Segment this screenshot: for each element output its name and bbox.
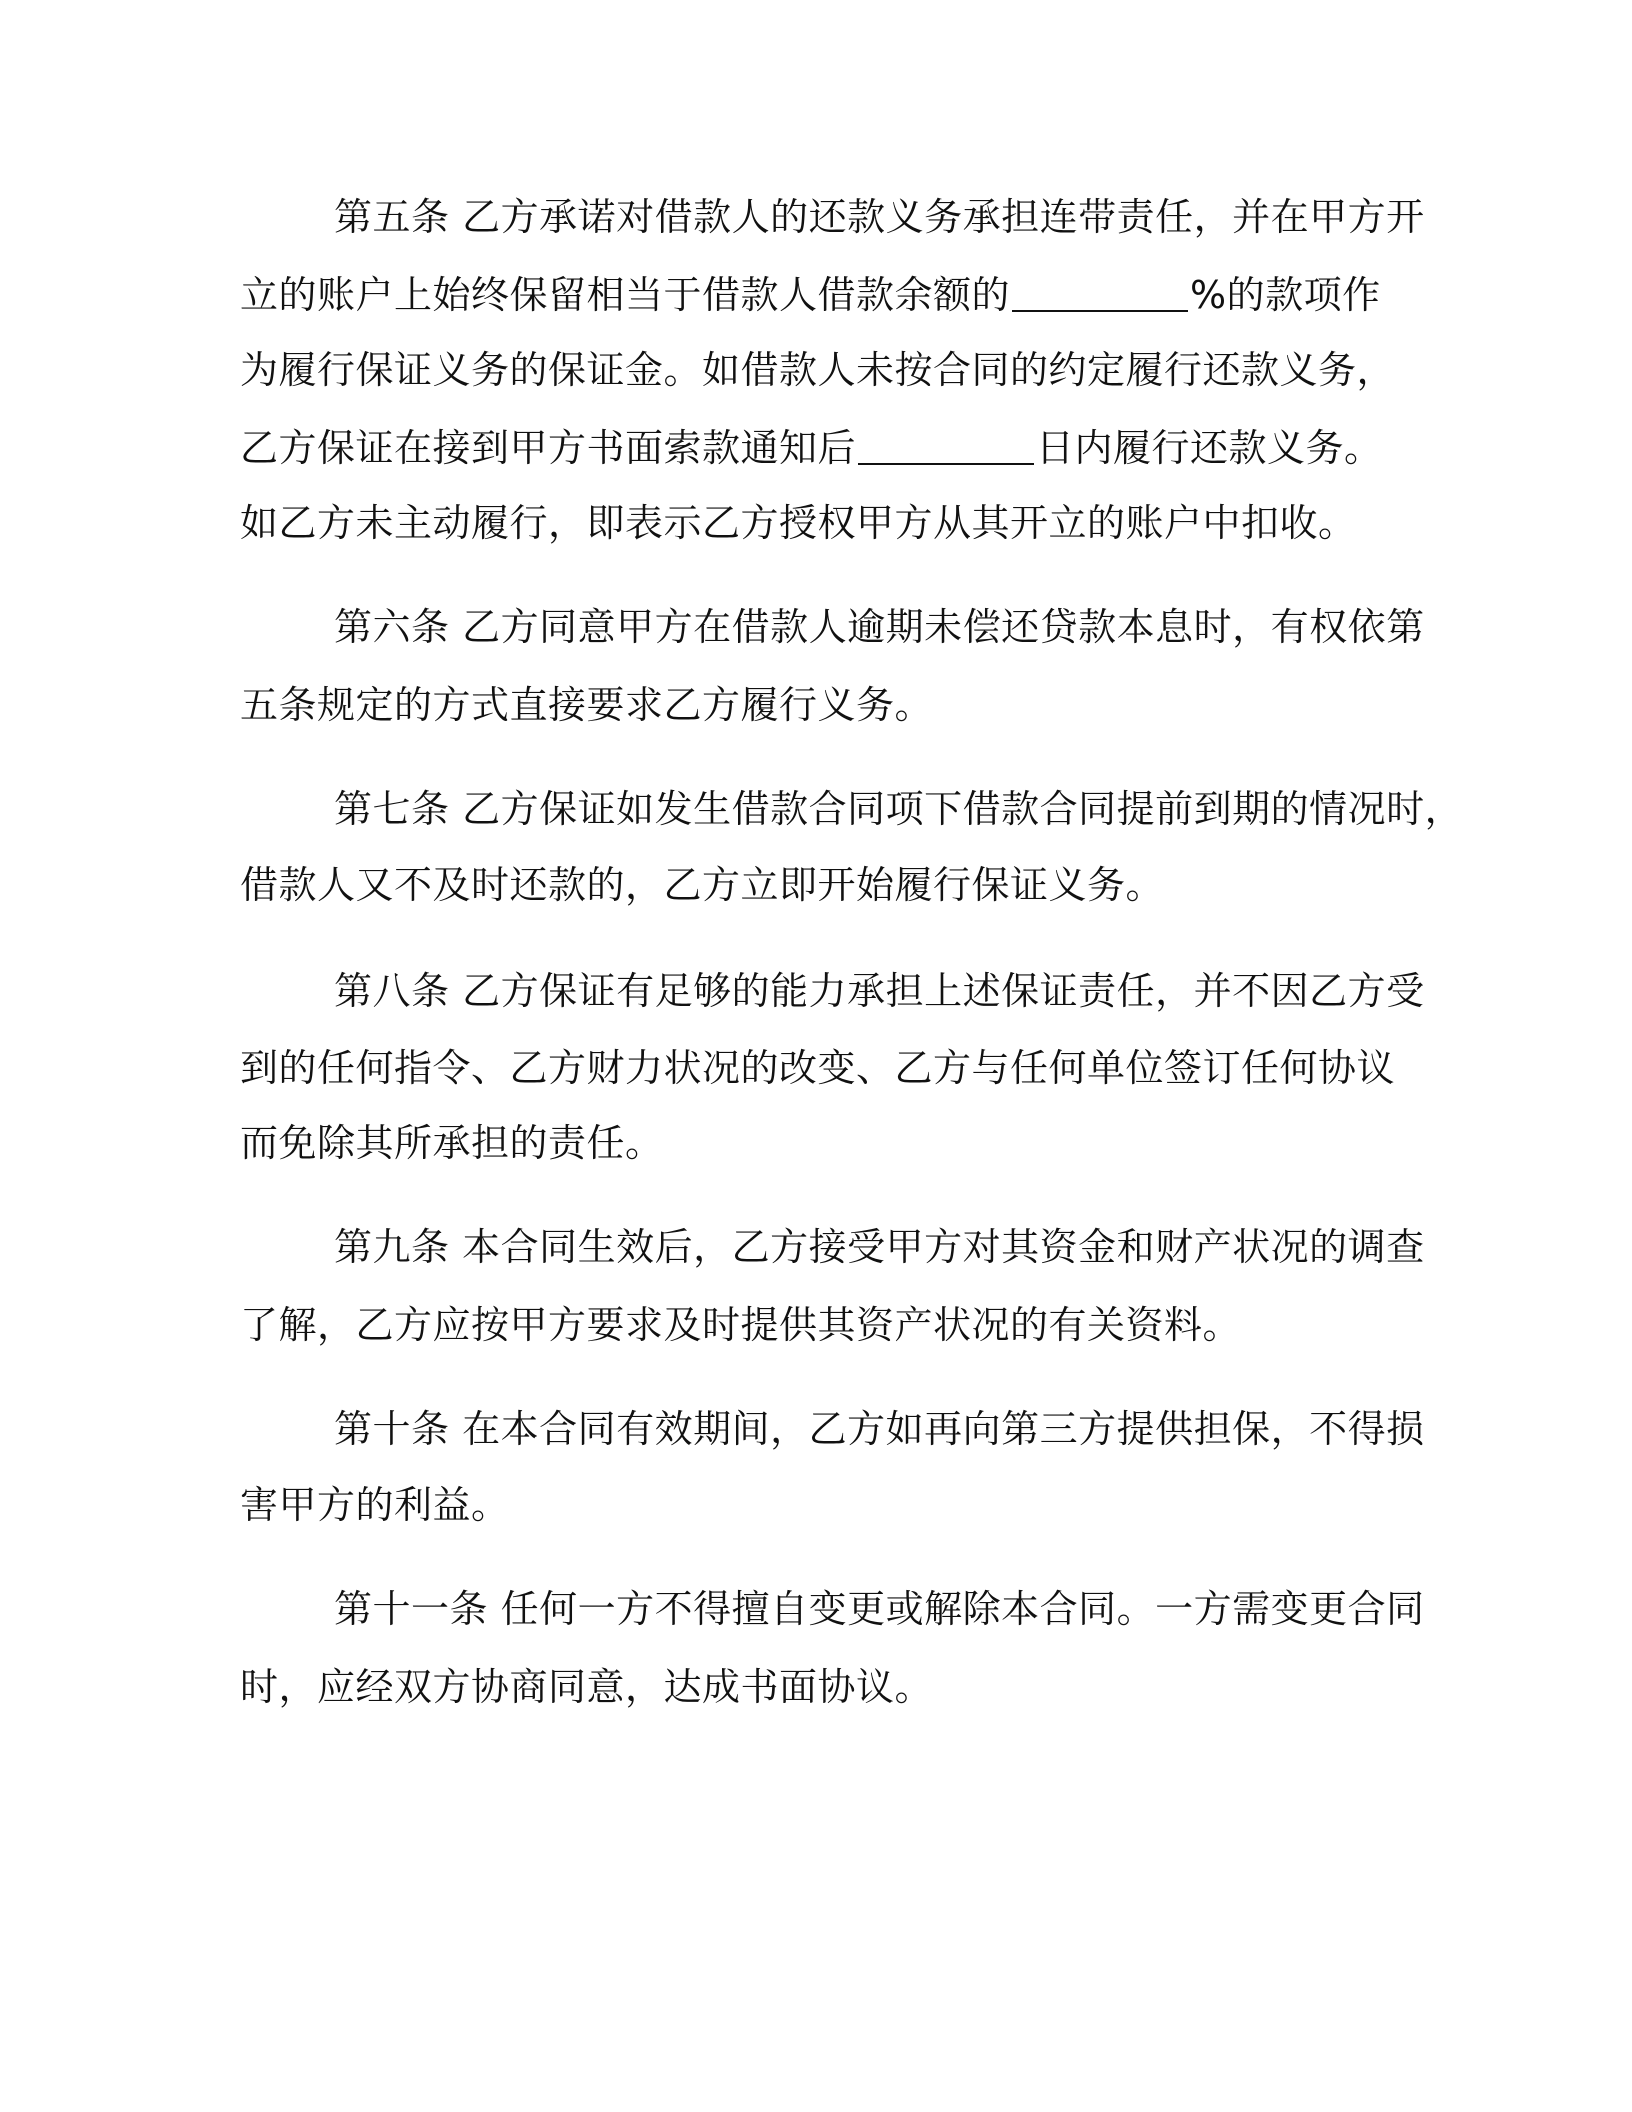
clause-8-line-3: 而免除其所承担的责任。 bbox=[240, 1121, 664, 1165]
clause-5-line-4 bbox=[240, 423, 1383, 473]
clause-11-line-2: 时，应经双方协商同意，达成书面协议。 bbox=[240, 1665, 934, 1709]
clause-5-line-4-before: 乙方保证在接到甲方书面索款通知后 bbox=[240, 426, 857, 470]
clause-5-line-5: 如乙方未主动履行，即表示乙方授权甲方从其开立的账户中扣收。 bbox=[240, 501, 1357, 545]
clause-7-line-2: 借款人又不及时还款的，乙方立即开始履行保证义务。 bbox=[240, 863, 1165, 907]
days-blank[interactable] bbox=[856, 433, 1036, 473]
clause-5-line-4-after: 日内履行还款义务。 bbox=[1036, 426, 1383, 470]
clause-5-line-2 bbox=[240, 270, 1381, 320]
clause-7-line-1: 第七条 乙方保证如发生借款合同项下借款合同提前到期的情况时， bbox=[334, 787, 1464, 831]
clause-6-line-1: 第六条 乙方同意甲方在借款人逾期未偿还贷款本息时，有权依第 bbox=[334, 605, 1425, 649]
clause-8-line-1: 第八条 乙方保证有足够的能力承担上述保证责任，并不因乙方受 bbox=[334, 969, 1425, 1013]
clause-5-line-2-after: %的款项作 bbox=[1190, 273, 1381, 317]
clause-9-line-2: 了解，乙方应按甲方要求及时提供其资产状况的有关资料。 bbox=[240, 1303, 1242, 1347]
clause-8-line-2: 到的任何指令、乙方财力状况的改变、乙方与任何单位签订任何协议 bbox=[240, 1046, 1396, 1090]
clause-6-line-2: 五条规定的方式直接要求乙方履行义务。 bbox=[240, 683, 934, 727]
clause-11-line-1: 第十一条 任何一方不得擅自变更或解除本合同。一方需变更合同 bbox=[334, 1587, 1425, 1631]
clause-5-line-3: 为履行保证义务的保证金。如借款人未按合同的约定履行还款义务， bbox=[240, 348, 1396, 392]
clause-9-line-1: 第九条 本合同生效后，乙方接受甲方对其资金和财产状况的调查 bbox=[334, 1225, 1425, 1269]
clause-5-line-1: 第五条 乙方承诺对借款人的还款义务承担连带责任，并在甲方开 bbox=[334, 195, 1425, 239]
percentage-blank[interactable] bbox=[1010, 280, 1190, 320]
clause-10-line-1: 第十条 在本合同有效期间，乙方如再向第三方提供担保，不得损 bbox=[334, 1407, 1425, 1451]
clause-10-line-2: 害甲方的利益。 bbox=[240, 1483, 510, 1527]
clause-5-line-2-before: 立的账户上始终保留相当于借款人借款余额的 bbox=[240, 273, 1011, 317]
